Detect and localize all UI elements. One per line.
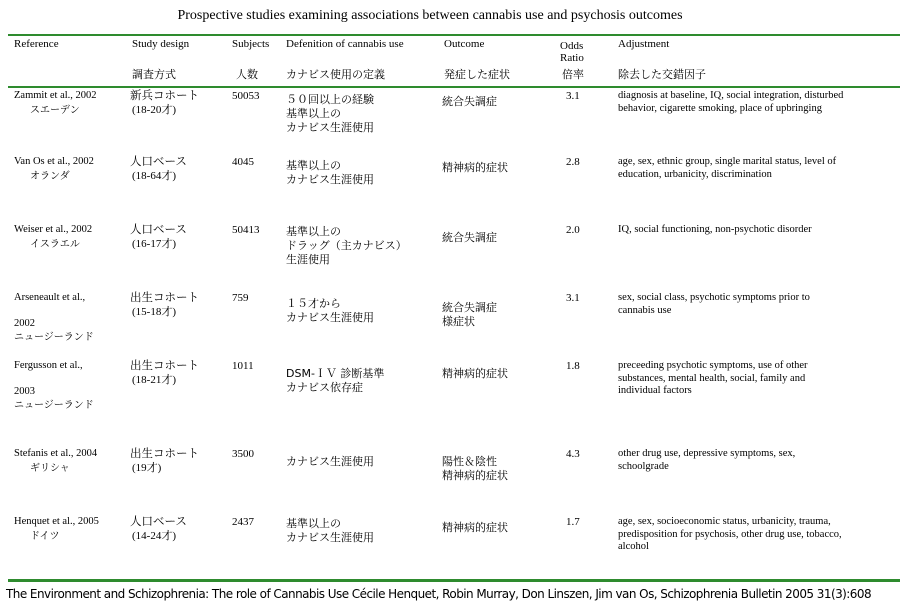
outcome-line: 統合失調症 [442,231,497,244]
cannabis-definition-line: ドラッグ（主カナビス） [286,239,407,252]
outcome-line: 統合失調症 [442,95,497,108]
odds-ratio: 3.1 [566,292,580,304]
reference-name: Fergusson et al., [14,360,83,371]
outcome-line: 精神病的症状 [442,367,508,380]
study-design-type: 新兵コホート [130,88,199,102]
header-adjustment-jp: 除去した交錯因子 [618,68,706,81]
adjustment-line: age, sex, ethnic group, single marital status, level of [618,156,837,167]
adjustment-line: preceeding psychotic symptoms, use of other [618,360,808,371]
top-rule [8,34,900,36]
odds-ratio: 1.8 [566,360,580,372]
subjects-count: 50413 [232,224,260,236]
reference-country: ギリシャ [30,463,70,474]
adjustment-line: sex, social class, psychotic symptoms prior to [618,292,810,303]
subjects-count: 4045 [232,156,254,168]
study-design-age: (18-20才) [132,104,176,116]
adjustment-line: education, urbanicity, discrimination [618,168,772,180]
study-design-type: 人口ベース [130,514,187,528]
reference-year: 2003 [14,386,35,397]
study-design-type: 人口ベース [130,154,187,168]
header-reference: Reference [14,38,59,50]
outcome-line: 陽性＆陰性 [442,455,497,468]
subjects-count: 759 [232,292,249,304]
outcome-line: 精神病的症状 [442,469,508,482]
header-odds: Odds [560,40,584,52]
reference-name: Van Os et al., 2002 [14,156,94,167]
header-ratio: Ratio [560,52,584,64]
cannabis-definition-line: DSM-ＩＶ 診断基準 [286,367,385,380]
cannabis-definition-line: カナビス生涯使用 [286,311,374,324]
reference-name: Arseneault et al., [14,292,86,303]
table-title: Prospective studies examining associations between cannabis use and psychosis outcomes [177,8,683,23]
header-definition-jp: カナビス使用の定義 [286,68,385,81]
subjects-count: 2437 [232,516,254,528]
reference-country: ドイツ [30,531,60,542]
cannabis-definition-line: カナビス依存症 [286,381,363,394]
reference-name: Henquet et al., 2005 [14,516,99,527]
reference-name: Zammit et al., 2002 [14,90,97,101]
cannabis-definition-line: 生涯使用 [286,253,330,266]
outcome-line: 精神病的症状 [442,521,508,534]
cannabis-definition-line: 基準以上の [286,159,341,172]
reference-country: オランダ [30,171,70,182]
cannabis-definition-line: ５０回以上の経験 [286,93,374,106]
odds-ratio: 2.0 [566,224,580,236]
reference-year: 2002 [14,318,35,329]
reference-country: イスラエル [30,239,80,250]
cannabis-definition-line: 基準以上の [286,107,341,120]
adjustment-line: diagnosis at baseline, IQ, social integration, disturbed [618,90,844,101]
outcome-line: 統合失調症 [442,301,497,314]
reference-country: ニュージーランド [14,400,94,411]
header-odds-jp: 倍率 [562,68,584,81]
header-subjects: Subjects [232,38,270,50]
header-definition: Defenition of cannabis use [286,38,404,50]
header-subjects-jp: 人数 [236,68,258,81]
outcome-line: 精神病的症状 [442,161,508,174]
reference-name: Weiser et al., 2002 [14,224,93,235]
header-study-design-jp: 調査方式 [132,68,176,81]
reference-country: スエーデン [30,105,80,116]
adjustment-line: other drug use, depressive symptoms, sex, [618,448,796,459]
subjects-count: 3500 [232,448,254,460]
header-outcome: Outcome [444,38,485,50]
odds-ratio: 1.7 [566,516,580,528]
adjustment-line: age, sex, socioeconomic status, urbanicity, trauma, [618,516,831,527]
study-design-age: (14-24才) [132,530,176,542]
subjects-count: 1011 [232,360,254,372]
study-design-age: (19才) [132,462,162,474]
study-design-type: 出生コホート [130,358,199,372]
cannabis-definition-line: カナビス生涯使用 [286,455,374,468]
reference-name: Stefanis et al., 2004 [14,448,98,459]
citation-footer: The Environment and Schizophrenia: The role of Cannabis Use Cécile Henquet, Robin Murray, Don Linszen, Jim van Os, Schizophrenia Bulletin 2005 31(3):608 [6,587,872,601]
adjustment-line: substances, mental health, social, family and [618,372,806,384]
cannabis-definition-line: カナビス生涯使用 [286,531,374,544]
adjustment-line: alcohol [618,541,649,552]
adjustment-line: cannabis use [618,304,672,316]
odds-ratio: 4.3 [566,448,580,460]
outcome-line: 様症状 [442,315,475,328]
study-design-age: (16-17才) [132,238,176,250]
header-study-design: Study design [132,38,190,50]
cannabis-definition-line: 基準以上の [286,517,341,530]
header-outcome-jp: 発症した症状 [444,68,510,81]
cannabis-definition-line: カナビス生涯使用 [286,173,374,186]
cannabis-definition-line: １５才から [286,297,341,310]
adjustment-line: predisposition for psychosis, other drug use, tobacco, [618,528,842,540]
odds-ratio: 2.8 [566,156,580,168]
study-design-type: 出生コホート [130,446,199,460]
bottom-rule [8,579,900,582]
study-design-type: 出生コホート [130,290,199,304]
study-design-type: 人口ベース [130,222,187,236]
subjects-count: 50053 [232,90,260,102]
header-adjustment: Adjustment [618,38,670,50]
cannabis-definition-line: カナビス生涯使用 [286,121,374,134]
adjustment-line: individual factors [618,385,692,396]
study-design-age: (15-18才) [132,306,176,318]
reference-country: ニュージーランド [14,332,94,343]
odds-ratio: 3.1 [566,90,580,102]
study-design-age: (18-64才) [132,170,176,182]
cannabis-definition-line: 基準以上の [286,225,341,238]
study-design-age: (18-21才) [132,374,176,386]
adjustment-line: schoolgrade [618,460,669,472]
adjustment-line: behavior, cigarette smoking, place of upbringing [618,102,822,114]
adjustment-line: IQ, social functioning, non-psychotic disorder [618,224,812,235]
